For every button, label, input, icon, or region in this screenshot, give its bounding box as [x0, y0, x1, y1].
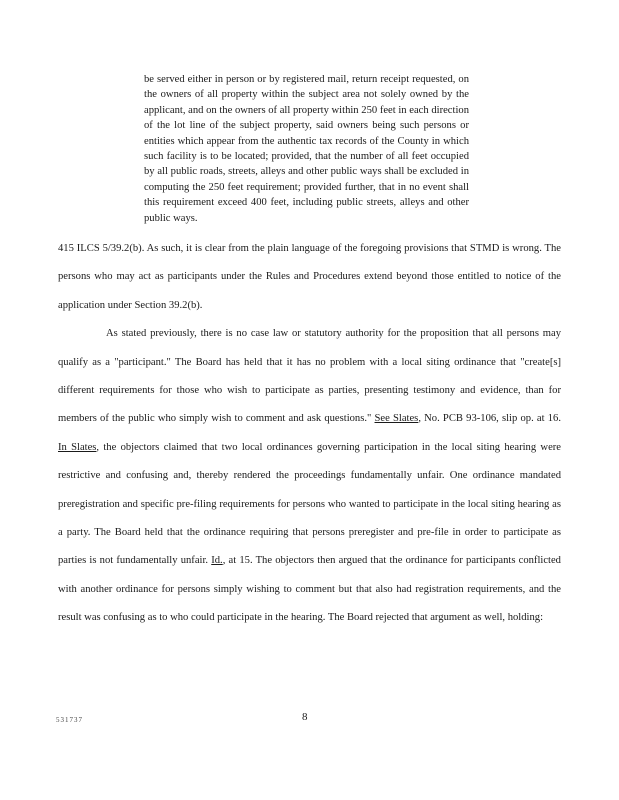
document-code: 531737 [56, 716, 83, 724]
paragraph-text-segment: , No. PCB 93-106, slip op. at 16. [418, 413, 561, 425]
paragraph-statute-citation: 415 ILCS 5/39.2(b). As such, it is clear from the plain language of the foregoing provisions that STMD is wrong. The persons who may act as participants under the Rules and Procedures extend beyond those entitled to notice of the application under Section 39.2(b). [58, 243, 561, 311]
case-citation-id: Id. [211, 555, 223, 567]
case-citation-see-slates: See Slates [374, 413, 419, 425]
page-number: 8 [302, 711, 308, 723]
paragraph-text-segment: As stated previously, there is no case law or statutory authority for the proposition that all persons may qualify as a "participant." The Board has held that it has no problem with a local siting ordinance that "create[s] different requirements for those who wish to participate as parties, presenting testimony and evidence, than for members of the public who simply wish to comment and ask questions." [58, 328, 561, 425]
block-quote: be served either in person or by registered mail, return receipt requested, on the owners of all property within the subject area not solely owned by the applicant, and on the owners of all property within 250 feet in each direction of the lot line of the subject property, said owners being such persons or entities which appear from the authentic tax records of the County in which such facility is to be located; provided, that the number of all feet occupied by all public roads, streets, alleys and other public ways shall be excluded in computing the 250 feet requirement; provided further, that in no event shall this requirement exceed 400 feet, including public streets, alleys and other public ways. [144, 74, 469, 224]
paragraph-text-segment: , the objectors claimed that two local ordinances governing participation in the local siting hearing were restrictive and confusing and, thereby rendered the proceedings fundamentally unfair. One ordinance mandated preregistration and specific pre-filing requirements for persons who wanted to participate in the local siting hearing as a party. The Board held that the ordinance requiring that persons preregister and pre-file in order to participate as parties is not fundamentally unfair. [58, 441, 561, 567]
paragraph-text-segment: , at 15. The objectors then argued that the ordinance for participants conflicted with another ordinance for persons simply wishing to comment but that also had registration requirements, and the result was confusing as to who could participate in the hearing. The Board rejected that argument as well, holding: [58, 555, 561, 624]
paragraph-slates-discussion [58, 320, 561, 632]
body-text [58, 235, 561, 633]
case-citation-in-slates: In Slates [58, 441, 97, 453]
